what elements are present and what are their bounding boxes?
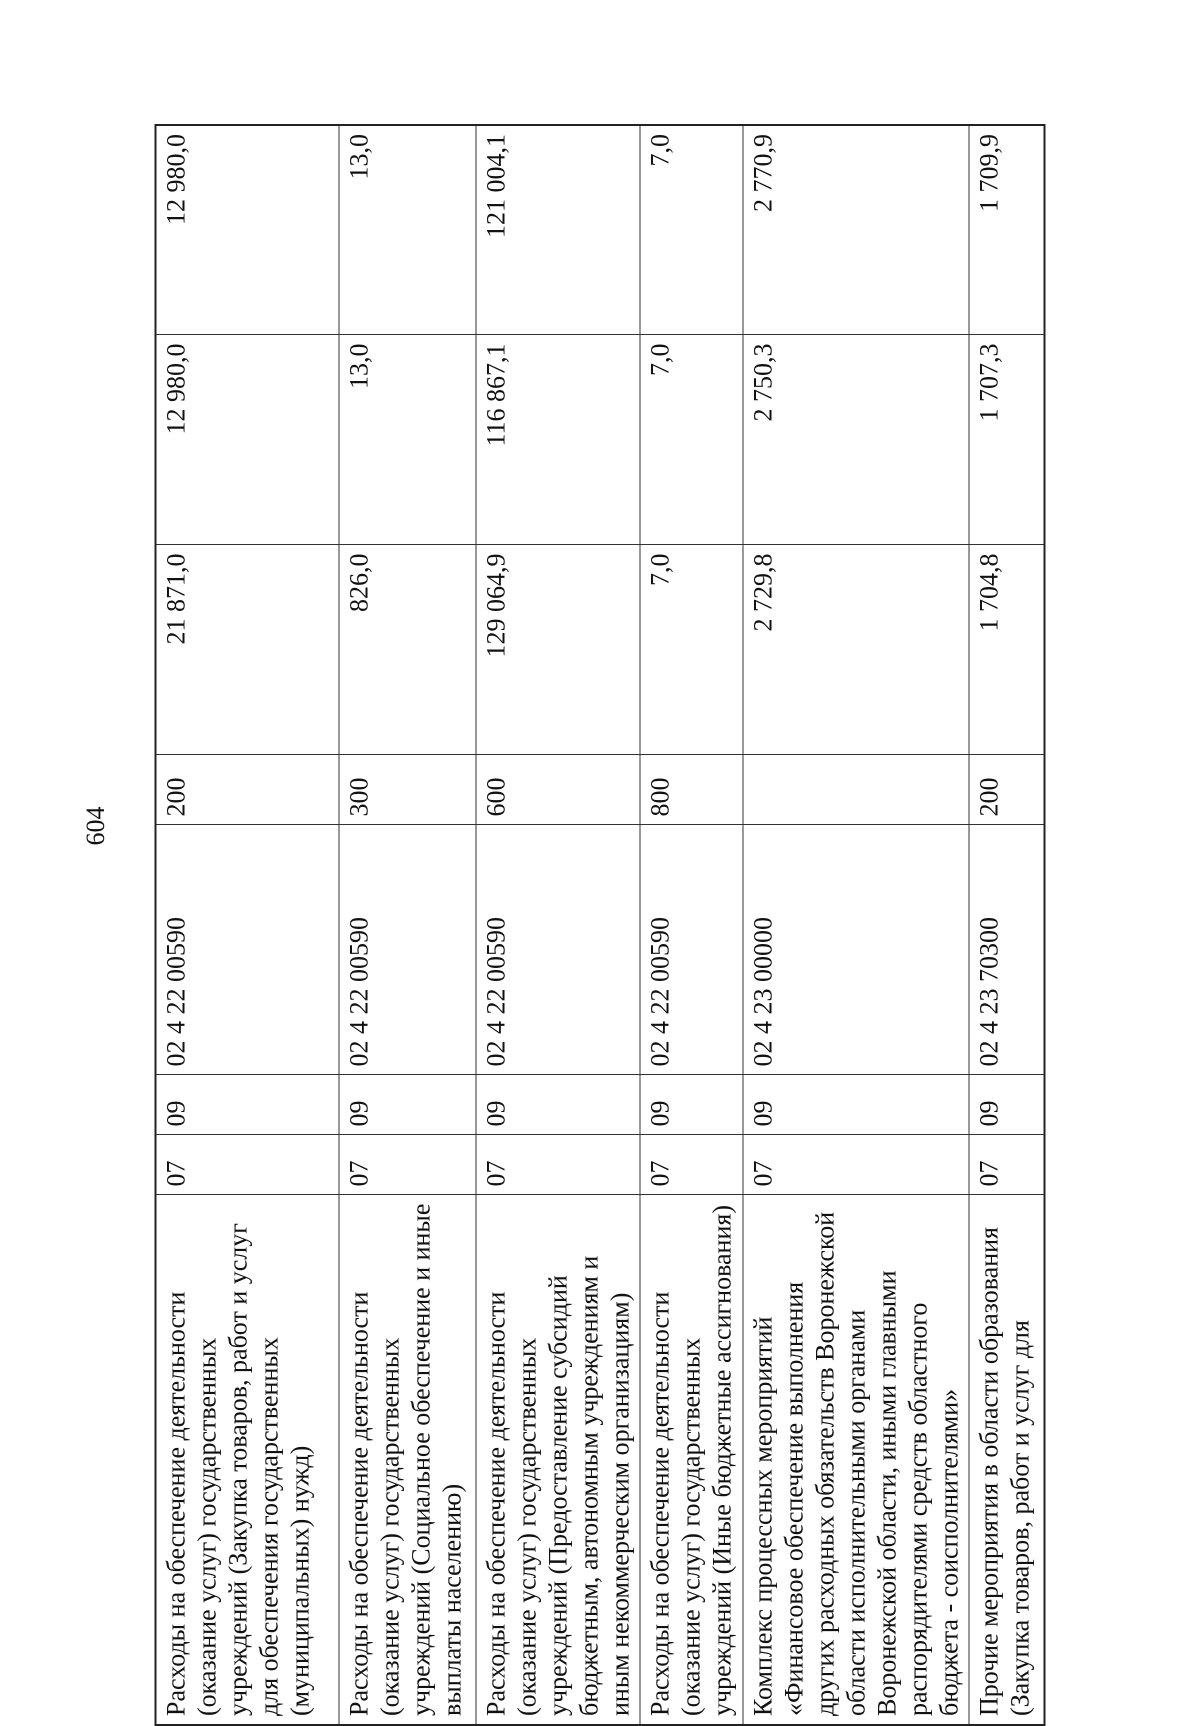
row-value-1: 2 729,8 [743, 545, 969, 755]
row-expense-type [743, 755, 969, 825]
row-subsection-code: 09 [743, 1075, 969, 1135]
row-value-1: 7,0 [640, 545, 743, 755]
row-target-code: 02 4 22 00590 [476, 825, 640, 1075]
row-value-1: 1 704,8 [969, 545, 1045, 755]
row-value-3: 1 709,9 [969, 125, 1045, 335]
row-expense-type: 300 [339, 755, 476, 825]
row-value-1: 826,0 [339, 545, 476, 755]
row-section-code: 07 [743, 1135, 969, 1195]
row-value-1: 21 871,0 [156, 545, 340, 755]
row-name: Прочие мероприятия в области образования (Закупка товаров, работ и услуг для [969, 1195, 1045, 1725]
row-name: Комплекс процессных мероприятий «Финансовое обеспечение выполнения других расходных обязательств Воронежской области исполнительными органами Воронежской области, иными главными распорядителями средств областного бюджета - соисполнителями» [743, 1195, 969, 1725]
row-value-3: 121 004,1 [476, 125, 640, 335]
row-section-code: 07 [640, 1135, 743, 1195]
row-name: Расходы на обеспечение деятельности (оказание услуг) государственных учреждений (Закупка товаров, работ и услуг для обеспечения государственных (муниципальных) нужд) [156, 1195, 340, 1725]
budget-table [155, 124, 1046, 1726]
row-subsection-code: 09 [156, 1075, 340, 1135]
row-subsection-code: 09 [640, 1075, 743, 1135]
row-value-2: 7,0 [640, 335, 743, 545]
row-subsection-code: 09 [969, 1075, 1045, 1135]
row-value-2: 116 867,1 [476, 335, 640, 545]
row-value-3: 2 770,9 [743, 125, 969, 335]
row-target-code: 02 4 22 00590 [339, 825, 476, 1075]
row-value-2: 12 980,0 [156, 335, 340, 545]
row-target-code: 02 4 22 00590 [640, 825, 743, 1075]
row-section-code: 07 [476, 1135, 640, 1195]
row-section-code: 07 [339, 1135, 476, 1195]
row-value-2: 2 750,3 [743, 335, 969, 545]
page-number-text: 604 [81, 806, 110, 846]
row-target-code: 02 4 23 70300 [969, 825, 1045, 1075]
row-name: Расходы на обеспечение деятельности (оказание услуг) государственных учреждений (Предоставление субсидий бюджетным, автономным учреждениям и иным некоммерческим организациям) [476, 1195, 640, 1725]
row-expense-type: 600 [476, 755, 640, 825]
row-value-2: 1 707,3 [969, 335, 1045, 545]
table-row [339, 125, 476, 1725]
table-row [969, 125, 1045, 1725]
row-section-code: 07 [156, 1135, 340, 1195]
row-name: Расходы на обеспечение деятельности (оказание услуг) государственных учреждений (Социальное обеспечение и иные выплаты населению) [339, 1195, 476, 1725]
row-expense-type: 800 [640, 755, 743, 825]
row-subsection-code: 09 [476, 1075, 640, 1135]
table-row [640, 125, 743, 1725]
row-value-3: 7,0 [640, 125, 743, 335]
table-row [156, 125, 340, 1725]
row-target-code: 02 4 22 00590 [156, 825, 340, 1075]
row-expense-type: 200 [156, 755, 340, 825]
table-row [743, 125, 969, 1725]
row-value-1: 129 064,9 [476, 545, 640, 755]
row-value-3: 13,0 [339, 125, 476, 335]
table-row [476, 125, 640, 1725]
row-subsection-code: 09 [339, 1075, 476, 1135]
row-target-code: 02 4 23 00000 [743, 825, 969, 1075]
row-value-2: 13,0 [339, 335, 476, 545]
row-expense-type: 200 [969, 755, 1045, 825]
row-section-code: 07 [969, 1135, 1045, 1195]
row-name: Расходы на обеспечение деятельности (оказание услуг) государственных учреждений (Иные бюджетные ассигнования) [640, 1195, 743, 1725]
row-value-3: 12 980,0 [156, 125, 340, 335]
